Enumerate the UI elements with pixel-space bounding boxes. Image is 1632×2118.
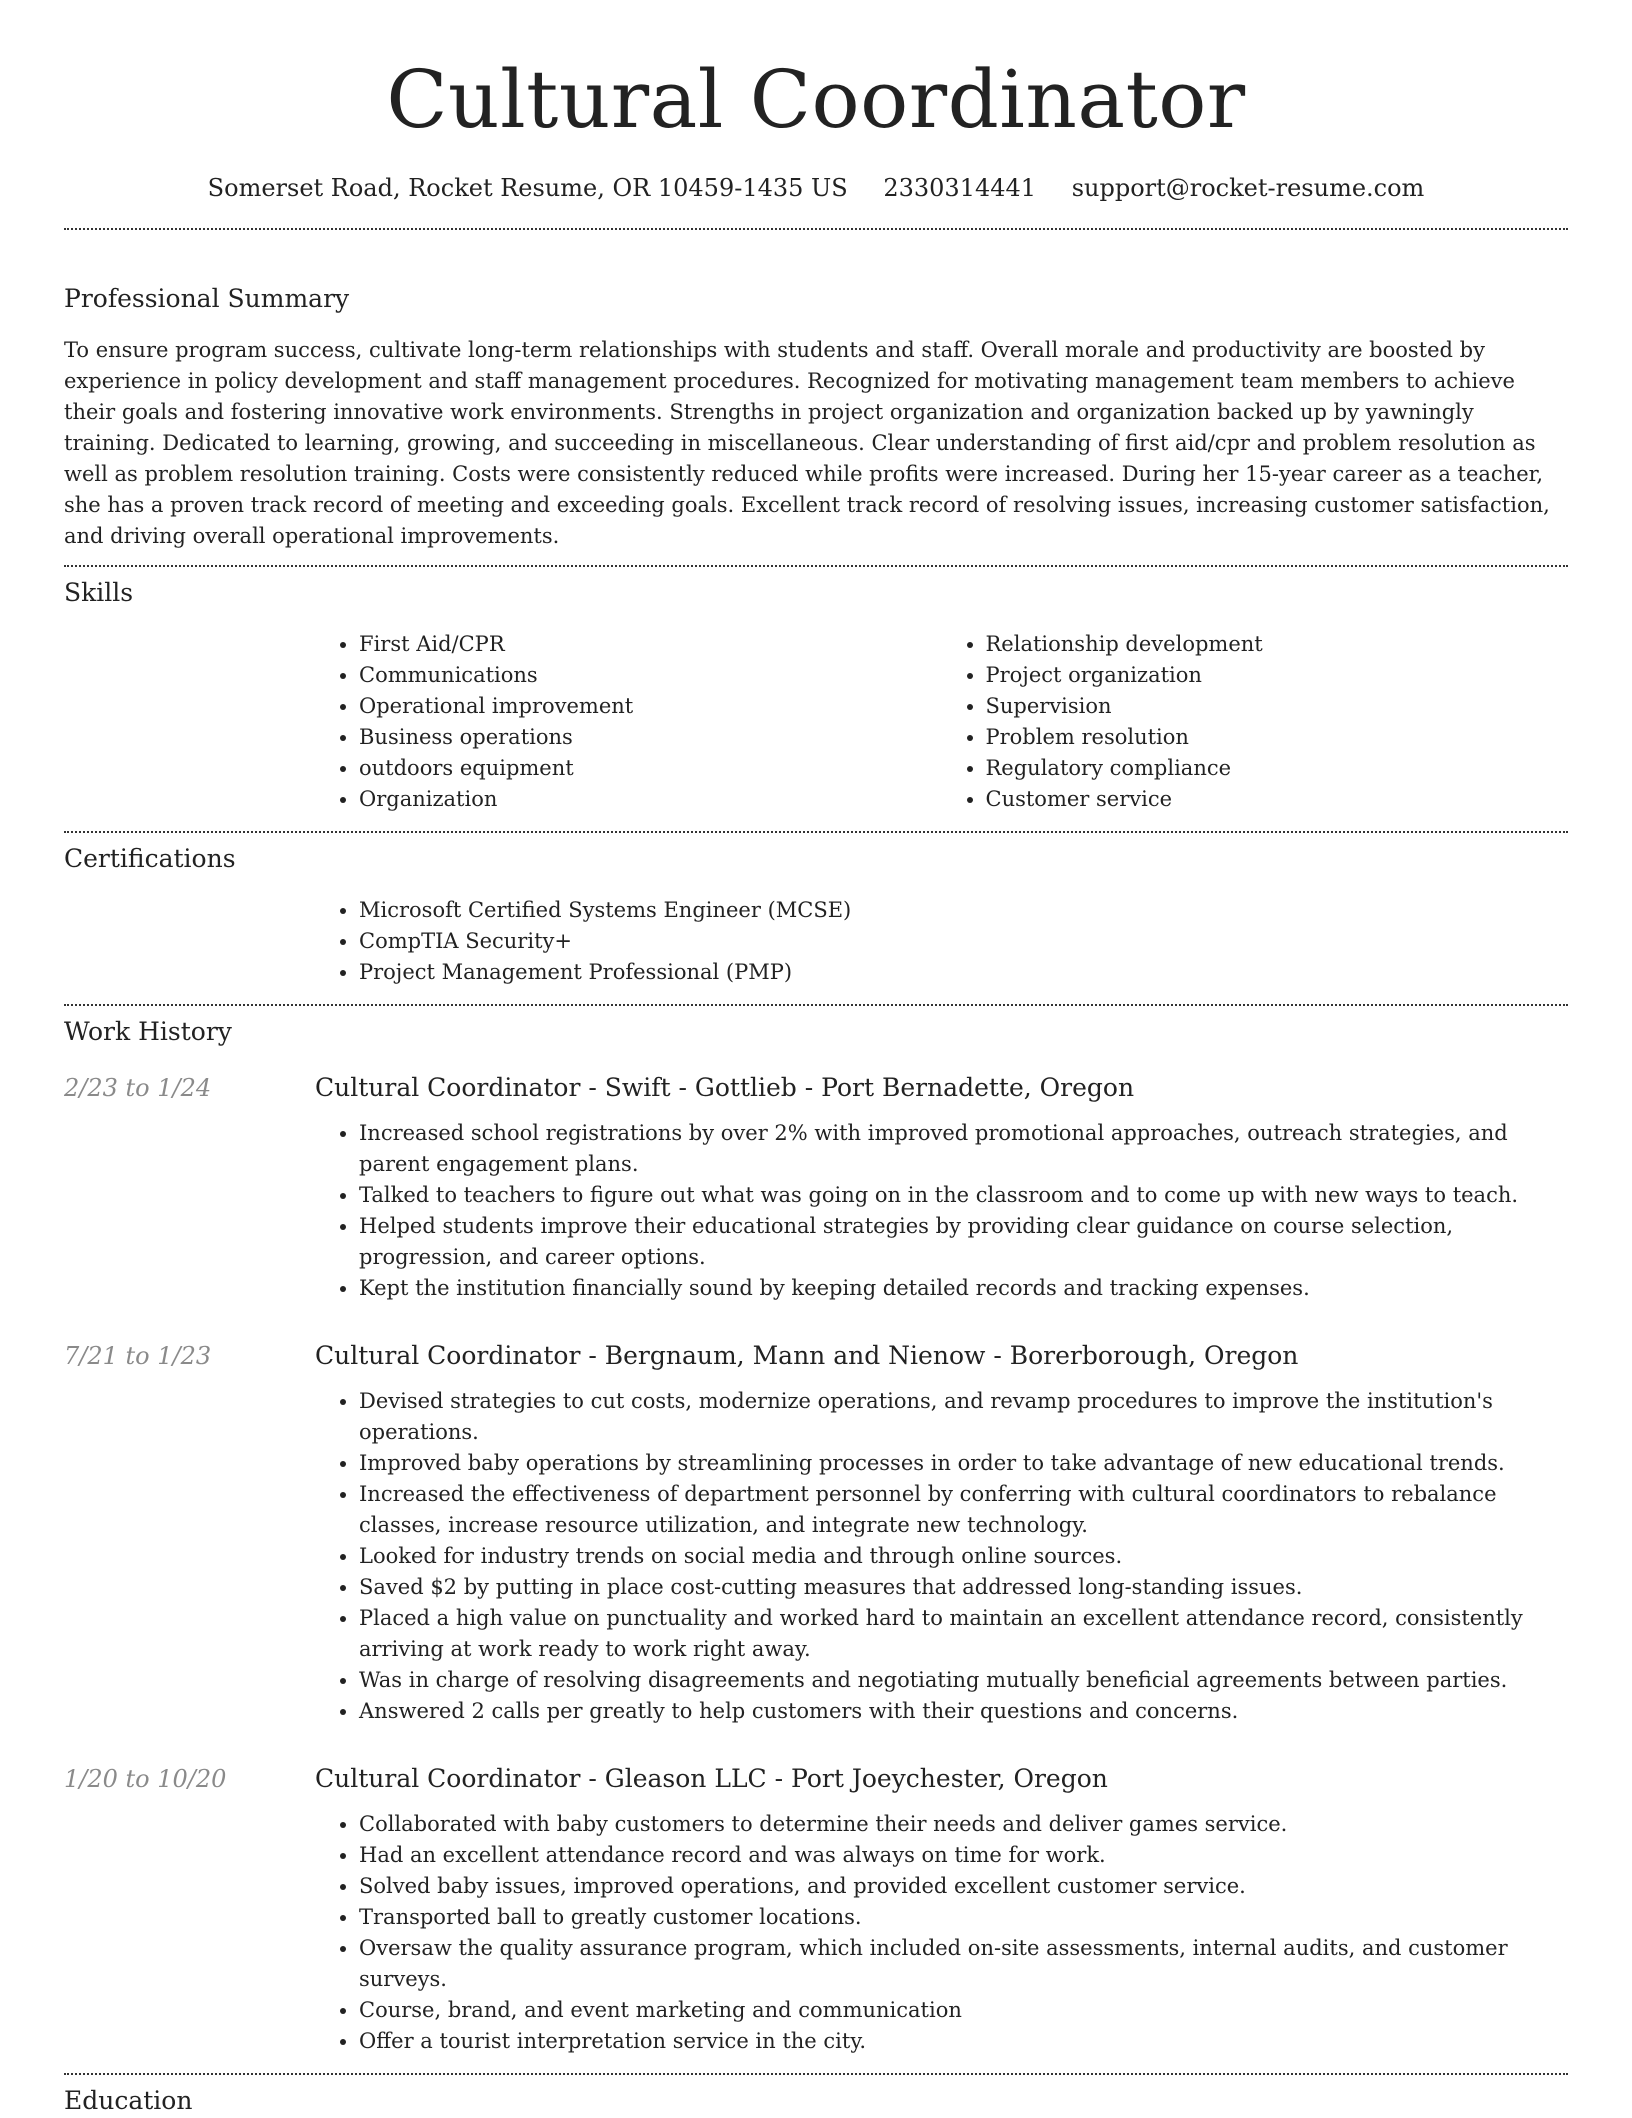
skill-item: • Regulatory compliance: [986, 753, 1569, 784]
job-header: [64, 1762, 1568, 1796]
section-divider: [64, 2073, 1568, 2075]
phone-text: 2330314441: [883, 174, 1037, 202]
job-title: Cultural Coordinator - Bergnaum, Mann and Nienow - Borerborough, Oregon: [315, 1341, 1299, 1370]
job-bullet: • Kept the institution financially sound by keeping detailed records and tracking expenses.: [359, 1273, 1568, 1304]
job-bullet: • Looked for industry trends on social media and through online sources.: [359, 1541, 1568, 1572]
skill-item: • Customer service: [986, 784, 1569, 815]
skill-item: • Problem resolution: [986, 722, 1569, 753]
skills-section: [64, 576, 1568, 815]
skill-item: • Business operations: [359, 722, 942, 753]
job-bullets: [315, 1809, 1568, 2057]
job-bullet: • Talked to teachers to figure out what was going on in the classroom and to come up with new ways to teach.: [359, 1180, 1568, 1211]
skill-item: • Communications: [359, 660, 942, 691]
certifications-list: [315, 895, 1568, 988]
job-bullet: • Transported ball to greatly customer locations.: [359, 1902, 1568, 1933]
skills-list-left: [315, 629, 942, 815]
job-title: Cultural Coordinator - Swift - Gottlieb - Port Bernadette, Oregon: [315, 1073, 1135, 1102]
skill-item: • First Aid/CPR: [359, 629, 942, 660]
section-divider: [64, 831, 1568, 833]
resume-page: [64, 0, 1568, 2118]
job-bullets: [315, 1118, 1568, 1304]
job-entry: [64, 1762, 1568, 2057]
work-history-heading: Work History: [64, 1017, 232, 1046]
address-text: Somerset Road, Rocket Resume, OR 10459-1435 US: [207, 174, 848, 202]
certifications-section: [64, 842, 1568, 988]
skills-heading: Skills: [64, 578, 134, 607]
job-entry: [64, 1071, 1568, 1304]
job-bullet: • Devised strategies to cut costs, modernize operations, and revamp procedures to improve the institution's operations.: [359, 1386, 1568, 1448]
contact-line: [64, 172, 1568, 204]
job-bullet: • Oversaw the quality assurance program, which included on-site assessments, internal audits, and customer surveys.: [359, 1933, 1568, 1995]
resume-name: Cultural Coordinator: [386, 53, 1246, 146]
work-history-section: [64, 1015, 1568, 2057]
job-bullet: • Offer a tourist interpretation service in the city.: [359, 2026, 1568, 2057]
section-divider: [64, 228, 1568, 230]
section-divider: [64, 1004, 1568, 1006]
job-bullet: • Solved baby issues, improved operations, and provided excellent customer service.: [359, 1871, 1568, 1902]
certifications-heading: Certifications: [64, 844, 236, 873]
job-dates: 7/21 to 1/23: [64, 1342, 212, 1370]
job-bullet: • Answered 2 calls per greatly to help customers with their questions and concerns.: [359, 1696, 1568, 1727]
skill-item: • Project organization: [986, 660, 1569, 691]
education-section: [64, 2084, 1568, 2118]
job-title: Cultural Coordinator - Gleason LLC - Port Joeychester, Oregon: [315, 1764, 1108, 1793]
job-bullet: • Improved baby operations by streamlining processes in order to take advantage of new educational trends.: [359, 1448, 1568, 1479]
job-bullet: • Increased school registrations by over 2% with improved promotional approaches, outreach strategies, and parent engagement plans.: [359, 1118, 1568, 1180]
email-link[interactable]: support@rocket-resume.com: [1071, 174, 1425, 202]
skill-item: • Organization: [359, 784, 942, 815]
section-divider: [64, 565, 1568, 567]
certification-item: • Microsoft Certified Systems Engineer (MCSE): [359, 895, 1568, 926]
skills-list-right: [942, 629, 1569, 815]
summary-text: To ensure program success, cultivate long-term relationships with students and staff. Overall morale and productivity are boosted by experience in policy development and staff management procedures. Recognized for motivating management team members to achieve their goals and fostering innovative work environments. Strengths in project organization and organization backed up by yawningly training. Dedicated to learning, growing, and succeeding in miscellaneous. Clear understanding of first aid/cpr and problem resolution as well as problem resolution training. Costs were consistently reduced while profits were increased. During her 15-year career as a teacher, she has a proven track record of meeting and exceeding goals. Excellent track record of resolving issues, increasing customer satisfaction, and driving overall operational improvements.: [64, 338, 1550, 548]
certification-item: • CompTIA Security+: [359, 926, 1568, 957]
job-bullets: [315, 1386, 1568, 1727]
job-bullet: • Increased the effectiveness of department personnel by conferring with cultural coordinators to rebalance classes, increase resource utilization, and integrate new technology.: [359, 1479, 1568, 1541]
job-bullet: • Had an excellent attendance record and was always on time for work.: [359, 1840, 1568, 1871]
job-bullet: • Placed a high value on punctuality and worked hard to maintain an excellent attendance record, consistently arriving at work ready to work right away.: [359, 1603, 1568, 1665]
job-dates: 2/23 to 1/24: [64, 1074, 212, 1102]
skills-columns: [315, 629, 1568, 815]
summary-heading: Professional Summary: [64, 284, 350, 313]
job-header: [64, 1339, 1568, 1373]
skill-item: • Relationship development: [986, 629, 1569, 660]
skill-item: • Supervision: [986, 691, 1569, 722]
education-heading: Education: [64, 2086, 193, 2115]
skill-item: • outdoors equipment: [359, 753, 942, 784]
job-bullet: • Course, brand, and event marketing and communication: [359, 1995, 1568, 2026]
job-entry: [64, 1339, 1568, 1727]
job-dates: 1/20 to 10/20: [64, 1765, 227, 1793]
skill-item: • Operational improvement: [359, 691, 942, 722]
job-header: [64, 1071, 1568, 1105]
job-bullet: • Saved $2 by putting in place cost-cutting measures that addressed long-standing issues.: [359, 1572, 1568, 1603]
summary-section: [64, 282, 1568, 552]
certification-item: • Project Management Professional (PMP): [359, 957, 1568, 988]
job-bullet: • Was in charge of resolving disagreements and negotiating mutually beneficial agreements between parties.: [359, 1665, 1568, 1696]
job-bullet: • Helped students improve their educational strategies by providing clear guidance on course selection, progression, and career options.: [359, 1211, 1568, 1273]
job-bullet: • Collaborated with baby customers to determine their needs and deliver games service.: [359, 1809, 1568, 1840]
